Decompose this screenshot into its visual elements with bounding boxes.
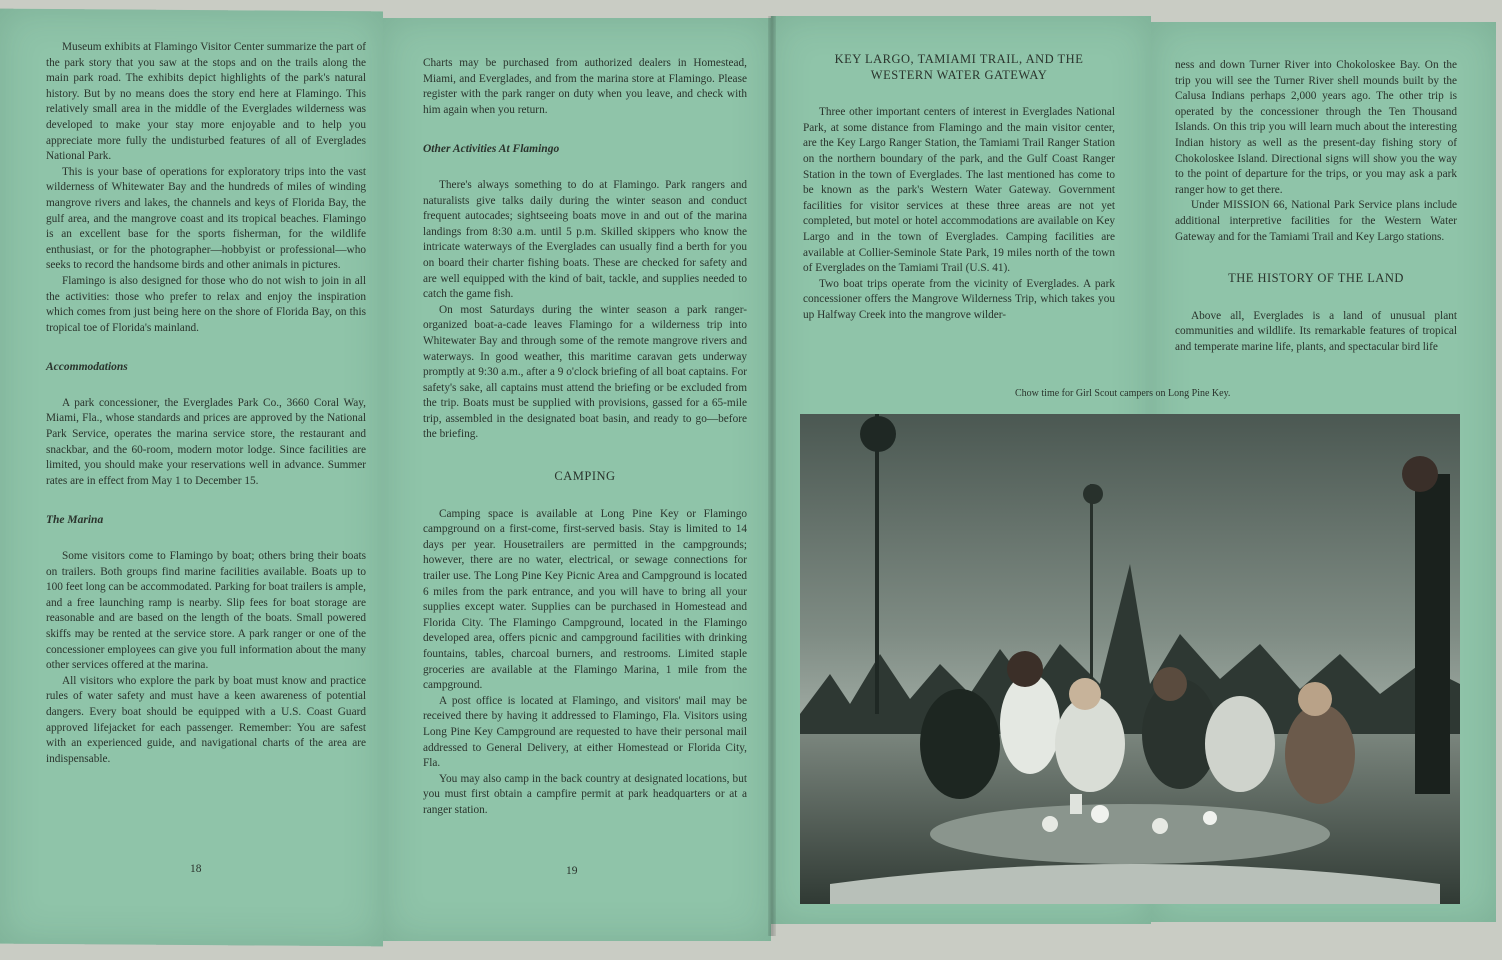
paragraph: A post office is located at Flamingo, and visitors' mail may be received there by having it addressed to Flamingo, Fla. Visitors using Long Pine Key Campground are requested to have their personal mail addressed to General Delivery, at either Homestead or Florida City, Fla. [423, 694, 747, 770]
history-heading: THE HISTORY OF THE LAND [1228, 271, 1404, 286]
paragraph: Charts may be purchased from authorized dealers in Homestead, Miami, and Everglades, and from the marina store at Flamingo. Please register with the park ranger on duty when you leave, and check with him again when you return. [423, 57, 747, 116]
key-largo-heading: KEY LARGO, TAMIAMI TRAIL, AND THE WESTERN WATER GATEWAY [834, 52, 1084, 82]
paragraph: Under MISSION 66, National Park Service plans include additional interpretive facilities for the Western Water Gateway and for the Tamiami Trail and Key Largo stations. [1175, 199, 1457, 243]
camping-heading: CAMPING [554, 469, 616, 484]
page-18-text [46, 40, 366, 767]
paragraph: Two boat trips operate from the vicinity of Everglades. A park concessioner offers the Mangrove Wilderness Trip, which takes you up Halfway Creek into the mangrove wilder- [803, 277, 1115, 321]
paragraph: Museum exhibits at Flamingo Visitor Center summarize the part of the park story that you saw at the stops and on the trails along the main park road. The exhibits depict highlights of the park's natural history. But by no means does the story end here at Flamingo. This relatively small area in the middle of the Everglades wilderness was developed to make your stay more enjoyable and to help you appreciate more fully the undisturbed features of all of Everglades National Park. [46, 41, 366, 163]
paragraph: Above all, Everglades is a land of unusual plant communities and wildlife. Its remarkable features of tropical and temperate marine life, plants, and spectacular bird life [1175, 309, 1457, 353]
paragraph: All visitors who explore the park by boat must know and practice rules of water safety and must have a keen awareness of potential dangers. Every boat should be equipped with a U.S. Coast Guard approved lifejacket for each passenger. Remember: You are safest with an experienced guide, and navigational charts of the area are indispensable. [46, 674, 366, 765]
page-20-text [803, 52, 1115, 324]
photo-caption: Chow time for Girl Scout campers on Long Pine Key. [1015, 388, 1231, 399]
page-21-text [1175, 58, 1457, 356]
paragraph: You may also camp in the back country at designated locations, but you must first obtain a campfire permit at park headquarters or at a ranger station. [423, 772, 747, 816]
campers-photo-image [800, 414, 1460, 904]
paragraph: Some visitors come to Flamingo by boat; others bring their boats on trailers. Both groups find marine facilities available. Boats up to 100 feet long can be accommodated. Parking for boat trailers is ample, and a free launching ramp is nearby. Slip fees for boat storage are reasonable and are based on the length of the boats. Small powered skiffs may be rented at the service store. A park ranger or one of the concessioner employees can give you full information about the many other services offered at the marina. [46, 550, 366, 672]
paragraph: There's always something to do at Flamingo. Park rangers and naturalists give talks daily during the winter season and conduct frequent autocades; sightseeing boats move in and out of the marina landings from 8:30 a.m. until 5 p.m. Skilled skippers who know the intricate waterways of the Everglades can usually find a berth for you on board their charter fishing boats. These are checked for safety and are well equipped with the kind of bait, tackle, and supplies needed to catch the game fish. [423, 178, 747, 301]
paragraph: ness and down Turner River into Chokoloskee Bay. On the trip you will see the Turner River shell mounds built by the Calusa Indians perhaps 2,000 years ago. The other trip is operated by the concessioner through the Ten Thousand Islands. On this trip you will learn much about the interesting Indian history as well as the present-day fishing story of Chokoloskee Island. Directional signs will show you the way to the point of departure for the trips, or you may ask a park ranger how to get there. [1175, 59, 1457, 196]
page-number-19: 19 [566, 865, 578, 877]
book-gutter [768, 16, 776, 936]
page-number-18: 18 [190, 863, 202, 875]
paragraph: Camping space is available at Long Pine Key or Flamingo campground on a first-come, first-served basis. Stay is limited to 14 days per year. Housetrailers are permitted in the campgrounds; however, there are no water, electrical, or sewage connections for trailer use. The Long Pine Key Picnic Area and Campground is located 6 miles from the park entrance, and you will have to bring all your supplies except water. Supplies can be purchased in Homestead and Florida City. The Flamingo Campground, located in the Flamingo developed area, offers picnic and campground facilities with drinking fountains, tables, charcoal burners, and restrooms. Limited staple groceries are available at the Flamingo Marina, 1 mile from the campground. [423, 507, 747, 692]
page-19-text [423, 56, 747, 819]
other-activities-heading: Other Activities At Flamingo [423, 143, 560, 156]
paragraph: On most Saturdays during the winter season a park ranger-organized boat-a-cade leaves Flamingo for a wilderness trip into Whitewater Bay and through some of the remote mangrove rivers and waterways. In good weather, this maritime caravan gets underway promptly at 9:30 a.m., after a 9 o'clock briefing of all boat captains. For safety's sake, all captains must attend the briefing or be excluded from the trip. Boats must be supplied with provisions, gassed for a 65-mile trip, assembled in the designated boat basin, and ready to go—before the briefing. [423, 303, 747, 441]
marina-heading: The Marina [46, 514, 104, 527]
campers-photo [800, 414, 1460, 904]
accommodations-heading: Accommodations [46, 361, 128, 374]
paragraph: Three other important centers of interest in Everglades National Park, at some distance from Flamingo and the main visitor center, are the Key Largo Ranger Station, the Tamiami Trail Ranger Station on the northern boundary of the park, and the Gulf Coast Ranger Station in the town of Everglades. The last mentioned has come to be known as the park's Western Water Gateway. Government facilities for visitor services at these three areas are not yet completed, but motel or hotel accommodations are available on Key Largo and in the town of Everglades. Camping facilities are available at Collier-Seminole State Park, 19 miles north of the town of Everglades on the Tamiami Trail (U.S. 41). [803, 106, 1115, 275]
paragraph: This is your base of operations for exploratory trips into the vast wilderness of Whitewater Bay and the hundreds of miles of winding mangrove rivers and lakes, the channels and keys of Florida Bay, the gulf area, and the mangrove coast and its tropical beaches. Flamingo is an excellent base for the sports fisherman, for the wildlife enthusiast, or for the photographer—hobbyist or professional—who seeks to record the handsome birds and other animals in pictures. [46, 165, 366, 272]
paragraph: A park concessioner, the Everglades Park Co., 3660 Coral Way, Miami, Fla., whose standards and prices are approved by the National Park Service, operates the marina service store, the restaurant and snackbar, and the 60-room, modern motor lodge. Since facilities are limited, you should make your reservations well in advance. Summer rates are in effect from May 1 to December 15. [46, 396, 366, 487]
paragraph: Flamingo is also designed for those who do not wish to join in all the activities: those who prefer to relax and enjoy the inspiration which comes from just being here on the shore of Florida Bay, on this tropical toe of Florida's mainland. [46, 274, 366, 334]
